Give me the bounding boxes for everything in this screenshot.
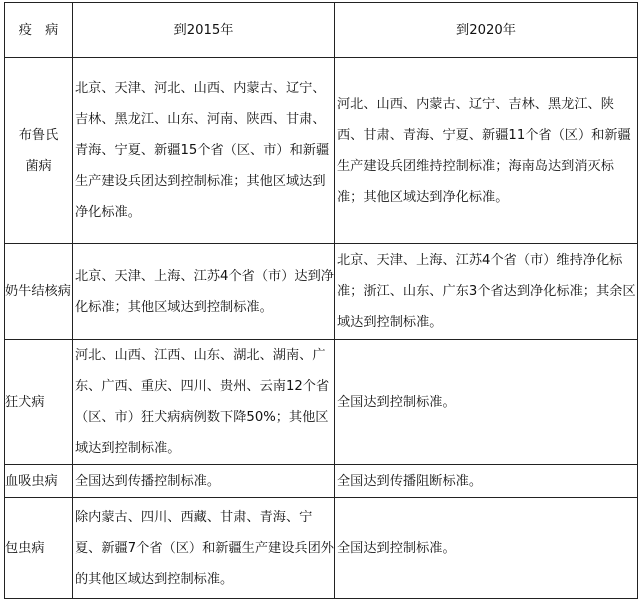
target-2015-text: 北京、天津、河北、山西、内蒙古、辽宁、吉林、黑龙江、山东、河南、陕西、甘肃、青海、宁夏、新疆15个省（区、市）和新疆生产建设兵团达到控制标准；其他区域达到净化标准。 (75, 81, 330, 220)
disease-control-table (4, 2, 638, 599)
disease-name-cell (5, 58, 73, 244)
target-2020-text: 全国达到传播阻断标准。 (337, 473, 483, 489)
target-2020-cell (335, 498, 638, 599)
table-row-brucellosis (5, 58, 638, 244)
header-by-2015: 到2015年 (73, 3, 335, 58)
disease-name: 狂犬病 (5, 394, 45, 410)
target-2015-text: 河北、山西、江西、山东、湖北、湖南、广东、广西、重庆、四川、贵州、云南12个省（区、市）狂犬病病例数下降50%；其他区域达到控制标准。 (75, 348, 330, 456)
disease-name: 奶牛结核病 (5, 284, 71, 299)
table-row-dairy-cattle-tuberculosis (5, 244, 638, 340)
target-2015-cell (73, 244, 335, 340)
target-2020-text: 全国达到控制标准。 (337, 540, 456, 556)
target-2015-text: 北京、天津、上海、江苏4个省（市）达到净化标准；其他区域达到控制标准。 (75, 268, 334, 315)
table-row-schistosomiasis (5, 465, 638, 498)
target-2015-text: 除内蒙古、四川、西藏、甘肃、青海、宁夏、新疆7个省（区）和新疆生产建设兵团外的其他区域达到控制标准。 (75, 509, 334, 587)
target-2015-cell (73, 465, 335, 498)
disease-name-cell (5, 340, 73, 465)
target-2020-text: 北京、天津、上海、江苏4个省（市）维持净化标准；浙江、山东、广东3个省达到净化标准；其余区域达到控制标准。 (337, 253, 636, 330)
header-row (5, 3, 638, 58)
disease-name: 血吸虫病 (5, 473, 58, 489)
target-2015-cell (73, 498, 335, 599)
target-2020-cell (335, 244, 638, 340)
target-2015-cell (73, 58, 335, 244)
target-2015-cell (73, 340, 335, 465)
disease-name-cell (5, 498, 73, 599)
disease-name: 布鲁氏菌病 (18, 127, 59, 174)
disease-name-cell (5, 244, 73, 340)
table-row-rabies (5, 340, 638, 465)
target-2020-cell (335, 340, 638, 465)
table-row-echinococcosis (5, 498, 638, 599)
target-2020-text: 河北、山西、内蒙古、辽宁、吉林、黑龙江、陕西、甘肃、青海、宁夏、新疆11个省（区）和新疆生产建设兵团维持控制标准；海南岛达到消灭标准；其他区域达到净化标准。 (337, 96, 631, 205)
disease-name-cell (5, 465, 73, 498)
target-2015-text: 全国达到传播控制标准。 (75, 473, 221, 489)
disease-name: 包虫病 (5, 540, 45, 556)
target-2020-text: 全国达到控制标准。 (337, 394, 456, 410)
header-disease: 疫 病 (5, 3, 73, 58)
header-by-2020: 到2020年 (335, 3, 638, 58)
target-2020-cell (335, 58, 638, 244)
target-2020-cell (335, 465, 638, 498)
